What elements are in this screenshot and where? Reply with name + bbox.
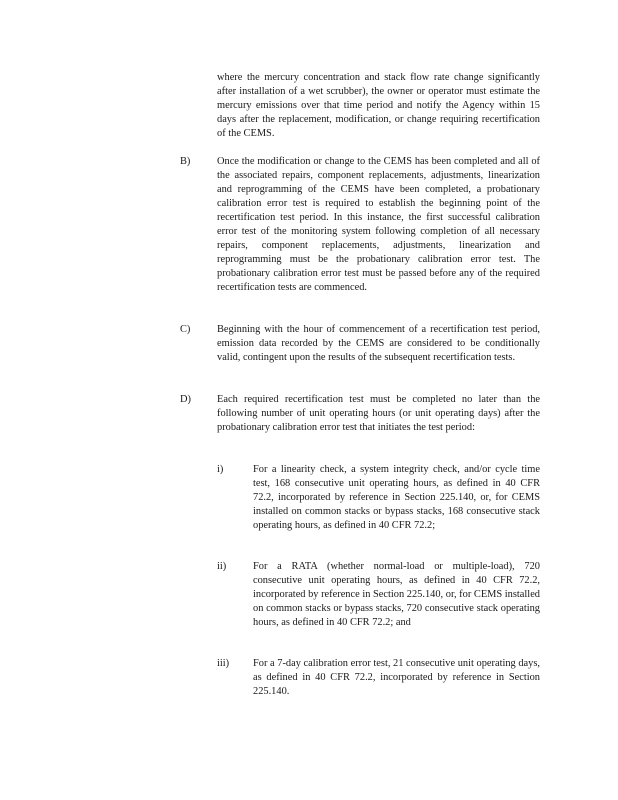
subitem-iii-marker: iii) <box>217 658 230 669</box>
subitem-iii-paragraph: For a 7-day calibration error test, 21 consecutive unit operating days, as defined in 40 CFR 72.2, incorporated by reference in Section 225.140. <box>253 658 540 697</box>
item-b-paragraph: Once the modification or change to the CEMS has been completed and all of the associated repairs, component replacements, adjustments, linearization and reprogramming of the CEMS have been completed, a probationary calibration error test is required to establish the beginning point of the recertification test period. In this instance, the first successful calibration error test of the monitoring system following completion of all necessary repairs, component replacements, adjustments, linearization and reprogramming must be the probationary calibration error test. The probationary calibration error test must be passed before any of the required recertification tests are commenced. <box>217 156 540 293</box>
item-b-marker: B) <box>180 156 191 167</box>
subitem-i-paragraph: For a linearity check, a system integrity check, and/or cycle time test, 168 consecutive unit operating hours, as defined in 40 CFR 72.2, incorporated by reference in Section 225.140, or, for CEMS installed on common stacks or bypass stacks, 168 consecutive stack operating hours, as defined in 40 CFR 72.2; <box>253 464 540 531</box>
subitem-ii-marker: ii) <box>217 561 227 572</box>
subitem-i-marker: i) <box>217 464 224 475</box>
item-d-marker: D) <box>180 394 191 405</box>
item-c-marker: C) <box>180 324 191 335</box>
intro-paragraph: where the mercury concentration and stack flow rate change significantly after installation of a wet scrubber), the owner or operator must estimate the mercury emissions over that time period and notify the Agency within 15 days after the replacement, modification, or change requiring recertification of the CEMS. <box>217 72 540 139</box>
item-c-paragraph: Beginning with the hour of commencement of a recertification test period, emission data recorded by the CEMS are considered to be conditionally valid, contingent upon the results of the subsequent recertification tests. <box>217 324 540 363</box>
subitem-ii-paragraph: For a RATA (whether normal-load or multiple-load), 720 consecutive unit operating hours, as defined in 40 CFR 72.2, incorporated by reference in Section 225.140, or, for CEMS installed on common stacks or bypass stacks, 720 consecutive stack operating hours, as defined in 40 CFR 72.2; and <box>253 561 540 628</box>
item-d-paragraph: Each required recertification test must be completed no later than the following number of unit operating hours (or unit operating days) after the probationary calibration error test that initiates the test period: <box>217 394 540 433</box>
